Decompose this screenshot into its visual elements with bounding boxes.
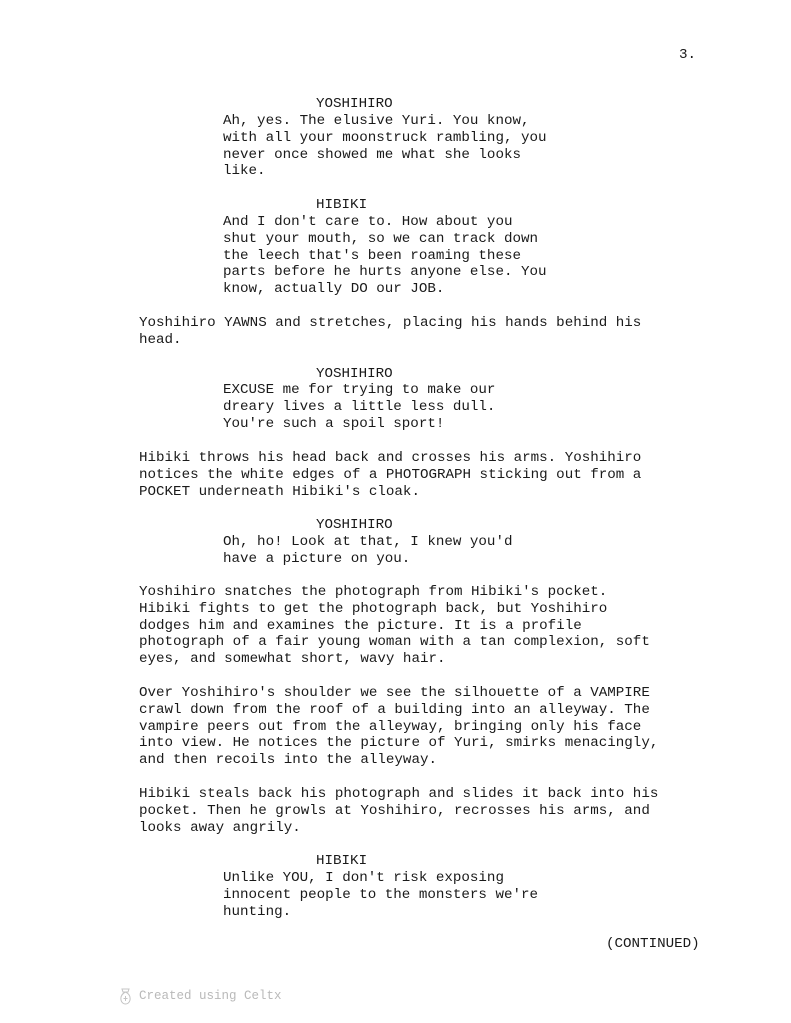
action-line: Over Yoshihiro's shoulder we see the silhouette of a VAMPIRE crawl down from the roof of a building into an alleyway. The vampire peers out from the alleyway, bringing only his face into view. He notices the picture of Yuri, smirks menacingly, and then recoils into the alleyway.	[139, 685, 659, 769]
footer-text: Created using Celtx	[139, 989, 282, 1003]
action-line: Yoshihiro YAWNS and stretches, placing his hands behind his head.	[139, 315, 642, 348]
dialogue: Unlike YOU, I don't risk exposing innocent people to the monsters we're hunting.	[223, 870, 539, 920]
character-name: YOSHIHIRO	[316, 517, 393, 533]
dialogue: Oh, ho! Look at that, I knew you'd have a picture on you.	[223, 534, 513, 567]
dialogue: And I don't care to. How about you shut your mouth, so we can track down the leech that's been roaming these parts before he hurts anyone else. You know, actually DO our JOB.	[223, 214, 547, 298]
character-name: YOSHIHIRO	[316, 96, 393, 112]
character-name: HIBIKI	[316, 197, 368, 213]
character-name: HIBIKI	[316, 853, 368, 869]
page-number: 3.	[679, 47, 697, 63]
celtx-logo-icon	[119, 988, 132, 1005]
action-line: Hibiki steals back his photograph and slides it back into his pocket. Then he growls at Yoshihiro, recrosses his arms, and looks away angrily.	[139, 786, 659, 836]
continued-marker: (CONTINUED)	[606, 936, 700, 952]
action-line: Yoshihiro snatches the photograph from Hibiki's pocket. Hibiki fights to get the photograph back, but Yoshihiro dodges him and examines the picture. It is a profile photograph of a fair young woman with a tan complexion, soft eyes, and somewhat short, wavy hair.	[139, 584, 650, 668]
footer	[119, 986, 282, 1006]
action-line: Hibiki throws his head back and crosses his arms. Yoshihiro notices the white edges of a PHOTOGRAPH sticking out from a POCKET underneath Hibiki's cloak.	[139, 450, 642, 500]
dialogue: Ah, yes. The elusive Yuri. You know, with all your moonstruck rambling, you never once showed me what she looks like.	[223, 113, 547, 180]
dialogue: EXCUSE me for trying to make our dreary lives a little less dull. You're such a spoil sport!	[223, 382, 496, 432]
character-name: YOSHIHIRO	[316, 366, 393, 382]
